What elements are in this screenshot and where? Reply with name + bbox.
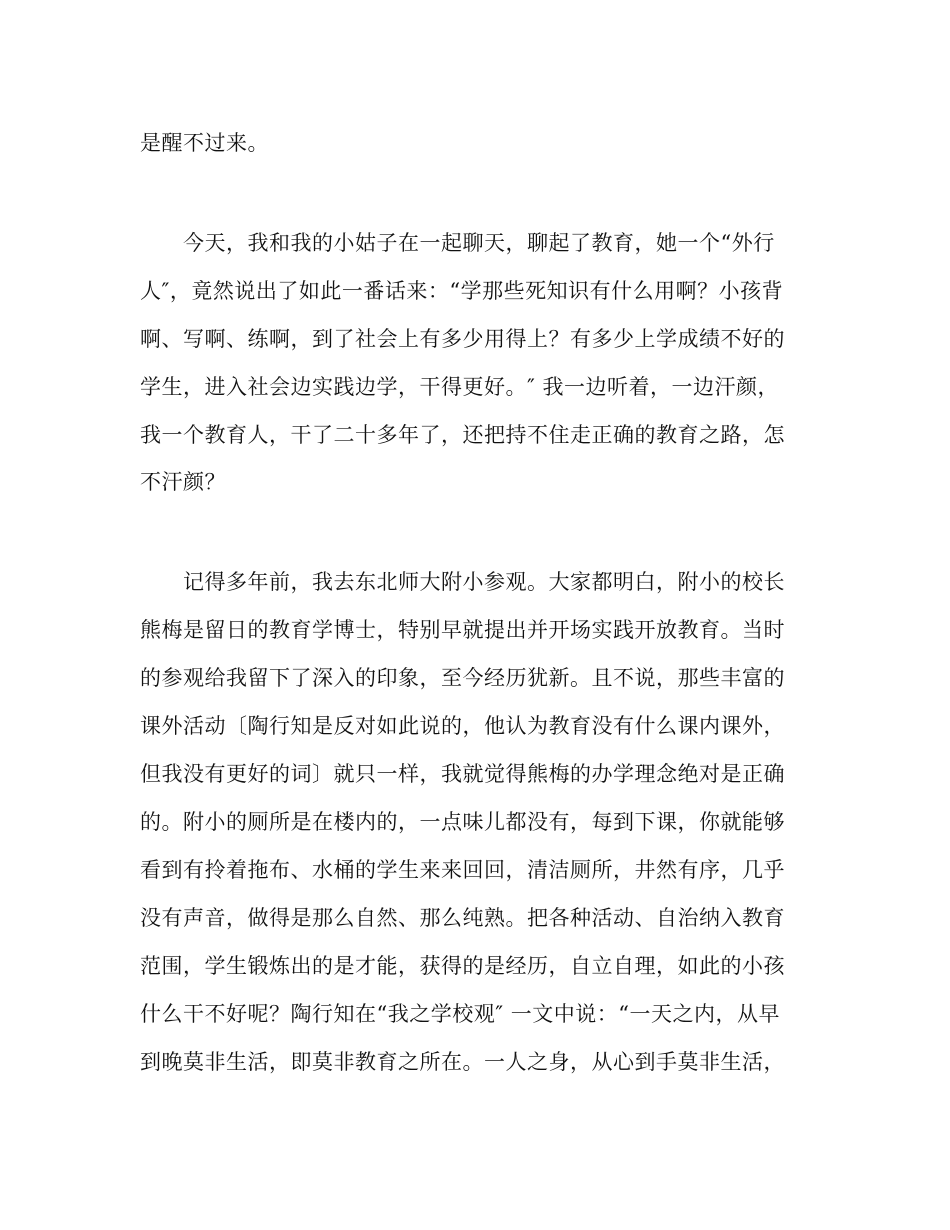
paragraph-3-line-6: 的。附小的厕所是在楼内的，一点味儿都没有，每到下课，你就能够: [140, 810, 785, 834]
paragraph-2-line-5: 我一个教育人，干了二十多年了，还把持不住走正确的教育之路，怎: [140, 423, 785, 447]
paragraph-2-line-6: 不汗颜？: [140, 470, 226, 494]
paragraph-3-line-1: 记得多年前，我去东北师大附小参观。大家都明白，附小的校长: [183, 570, 785, 594]
paragraph-2-line-4: 学生，进入社会边实践边学，干得更好。″ 我一边听着，一边汗颜，: [140, 375, 780, 399]
paragraph-3-line-8: 没有声音，做得是那么自然、那么纯熟。把各种活动、自治纳入教育: [140, 906, 785, 930]
paragraph-3-line-7: 看到有拎着拖布、水桶的学生来来回回，清洁厕所，井然有序，几乎: [140, 858, 785, 882]
paragraph-3-line-3: 的参观给我留下了深入的印象，至今经历犹新。且不说，那些丰富的: [140, 666, 785, 690]
paragraph-2-line-3: 啊、写啊、练啊，到了社会上有多少用得上？有多少上学成绩不好的: [140, 327, 785, 351]
paragraph-2-line-1: 今天，我和我的小姑子在一起聊天，聊起了教育，她一个“外行: [183, 231, 775, 255]
paragraph-2-line-2: 人″，竟然说出了如此一番话来：“学那些死知识有什么用啊？小孩背: [140, 279, 784, 303]
paragraph-1-line-1: 是醒不过来。: [140, 131, 269, 155]
paragraph-3-line-10: 什么干不好呢？陶行知在“我之学校观″ 一文中说：“一天之内，从早: [140, 1002, 780, 1026]
paragraph-3-line-9: 范围，学生锻炼出的是才能，获得的是经历，自立自理，如此的小孩: [140, 954, 785, 978]
paragraph-3-line-2: 熊梅是留日的教育学博士，特别早就提出并开场实践开放教育。当时: [140, 618, 785, 642]
paragraph-3-line-11: 到晚莫非生活，即莫非教育之所在。一人之身，从心到手莫非生活，: [140, 1050, 785, 1074]
paragraph-3-line-5: 但我没有更好的词〕就只一样，我就觉得熊梅的办学理念绝对是正确: [140, 762, 785, 786]
paragraph-3-line-4: 课外活动〔陶行知是反对如此说的，他认为教育没有什么课内课外，: [140, 714, 785, 738]
